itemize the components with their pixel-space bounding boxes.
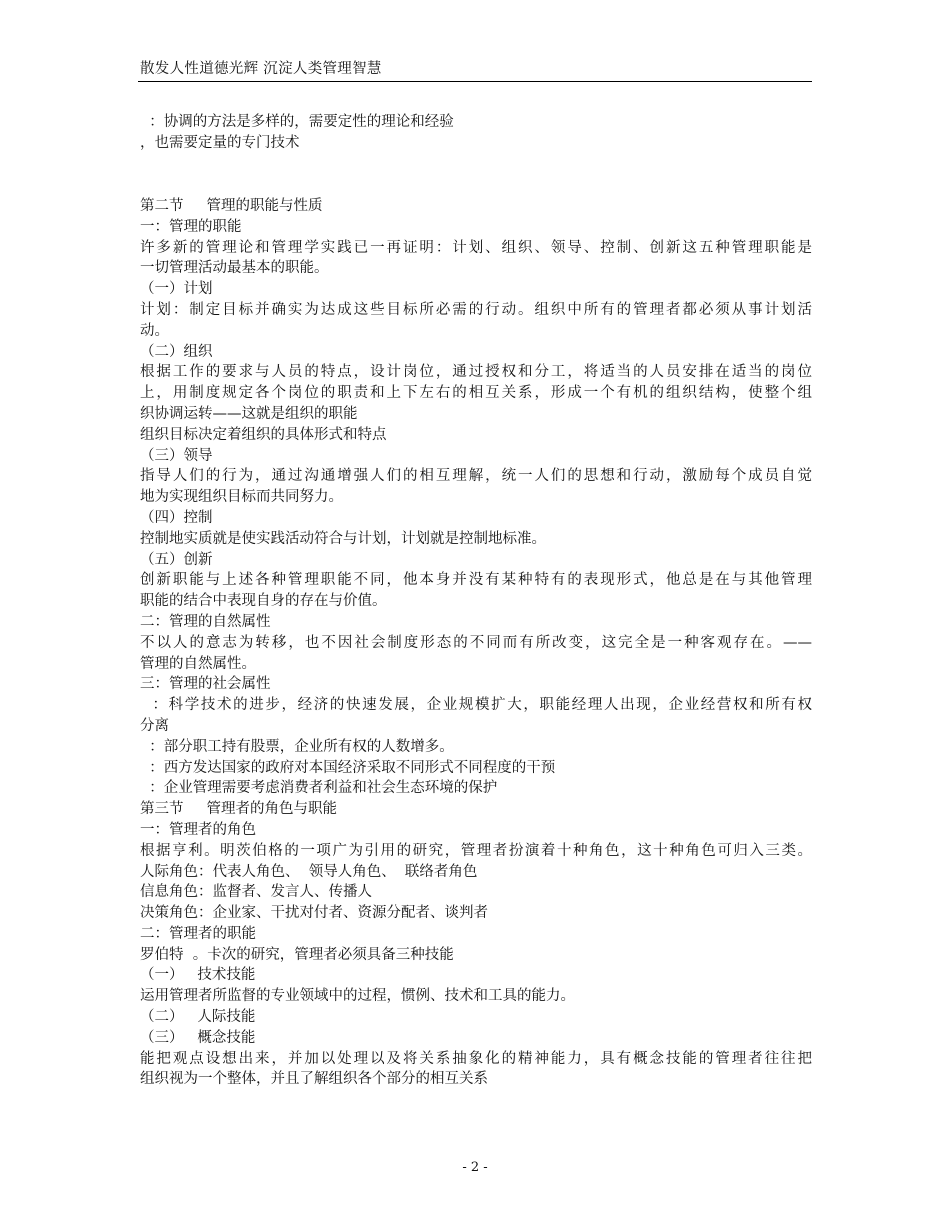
text-line: 指导人们的行为，通过沟通增强人们的相互理解，统一人们的思想和行动，激励每个成员自觉: [140, 468, 812, 485]
subsection-heading: 三：管理的社会属性: [140, 676, 271, 693]
subsection-heading: 一：管理者的角色: [140, 821, 256, 838]
item-heading: （四）控制: [140, 509, 213, 526]
text-line: ：企业管理需要考虑消费者利益和社会生态环境的保护: [140, 780, 498, 797]
section-heading: 第三节 管理者的角色与职能: [140, 801, 338, 818]
text-line: ：科学技术的进步，经济的快速发展，企业规模扩大，职能经理人出现，企业经营权和所有权: [140, 697, 813, 714]
text-line: 人际角色：代表人角色、 领导人角色、 联络者角色: [140, 863, 478, 880]
item-heading: （三）领导: [140, 447, 213, 464]
text-line: 动。: [140, 322, 169, 339]
intro-paragraph: [140, 112, 812, 154]
item-heading: （五）创新: [140, 551, 213, 568]
text-line: 能把观点设想出来，并加以处理以及将关系抽象化的精神能力，具有概念技能的管理者往往把: [140, 1050, 812, 1067]
text-line: 决策角色：企业家、干扰对付者、资源分配者、谈判者: [140, 905, 488, 922]
text-line: ：部分职工持有股票，企业所有权的人数增多。: [140, 738, 454, 755]
text-line: 控制地实质就是使实践活动符合与计划，计划就是控制地标准。: [140, 530, 546, 547]
text-line: 信息角色：监督者、发言人、传播人: [140, 884, 372, 901]
page-header-title: 散发人性道德光辉 沉淀人类管理智慧: [140, 61, 382, 77]
subsection-heading: 二：管理者的职能: [140, 925, 256, 942]
text-line: 上，用制度规定各个岗位的职责和上下左右的相互关系，形成一个有机的组织结构，使整个组: [140, 385, 812, 402]
text-line: 不以人的意志为转移，也不因社会制度形态的不同而有所改变，这完全是一种客观存在。——: [140, 634, 812, 651]
text-line: 组织视为一个整体，并且了解组织各个部分的相互关系: [140, 1071, 488, 1088]
document-body: [140, 196, 812, 1090]
section-heading: 第二节 管理的职能与性质: [140, 198, 323, 214]
text-line: 根据亨利。明茨伯格的一项广为引用的研究，管理者扮演着十种角色，这十种角色可归入三类。: [140, 842, 812, 859]
item-heading: （三） 概念技能: [140, 1029, 256, 1046]
text-line: ：协调的方法是多样的，需要定性的理论和经验: [140, 114, 454, 130]
item-heading: （一）计划: [140, 281, 213, 298]
subsection-heading: 一：管理的职能: [140, 218, 242, 235]
text-line: 创新职能与上述各种管理职能不同，他本身并没有某种特有的表现形式，他总是在与其他管理: [140, 572, 812, 589]
text-line: 罗伯特 。卡次的研究，管理者必须具备三种技能: [140, 946, 454, 963]
text-line: ：西方发达国家的政府对本国经济采取不同形式不同程度的干预: [140, 759, 556, 776]
text-line: 根据工作的要求与人员的特点，设计岗位，通过授权和分工，将适当的人员安排在适当的岗位: [140, 364, 812, 381]
text-line: 织协调运转——这就是组织的职能: [140, 405, 358, 422]
page-number: - 2 -: [462, 1160, 488, 1175]
header-divider: [138, 81, 812, 82]
item-heading: （二） 人际技能: [140, 1009, 256, 1026]
text-line: 一切管理活动最基本的职能。: [140, 260, 329, 277]
text-line: 组织目标决定着组织的具体形式和特点: [140, 426, 387, 443]
text-line: 分离: [140, 717, 169, 734]
text-line: 地为实现组织目标而共同努力。: [140, 489, 343, 506]
text-line: 运用管理者所监督的专业领域中的过程，惯例、技术和工具的能力。: [140, 988, 575, 1005]
text-line: ，也需要定量的专门技术: [140, 135, 300, 151]
text-line: 计划：制定目标并确实为达成这些目标所必需的行动。组织中所有的管理者都必须从事计划活: [140, 301, 812, 318]
text-line: 许多新的管理论和管理学实践已一再证明：计划、组织、领导、控制、创新这五种管理职能是: [140, 239, 812, 256]
item-heading: （二）组织: [140, 343, 213, 360]
text-line: 管理的自然属性。: [140, 655, 256, 672]
text-line: 职能的结合中表现自身的存在与价值。: [140, 593, 387, 610]
subsection-heading: 二：管理的自然属性: [140, 613, 271, 630]
item-heading: （一） 技术技能: [140, 967, 256, 984]
